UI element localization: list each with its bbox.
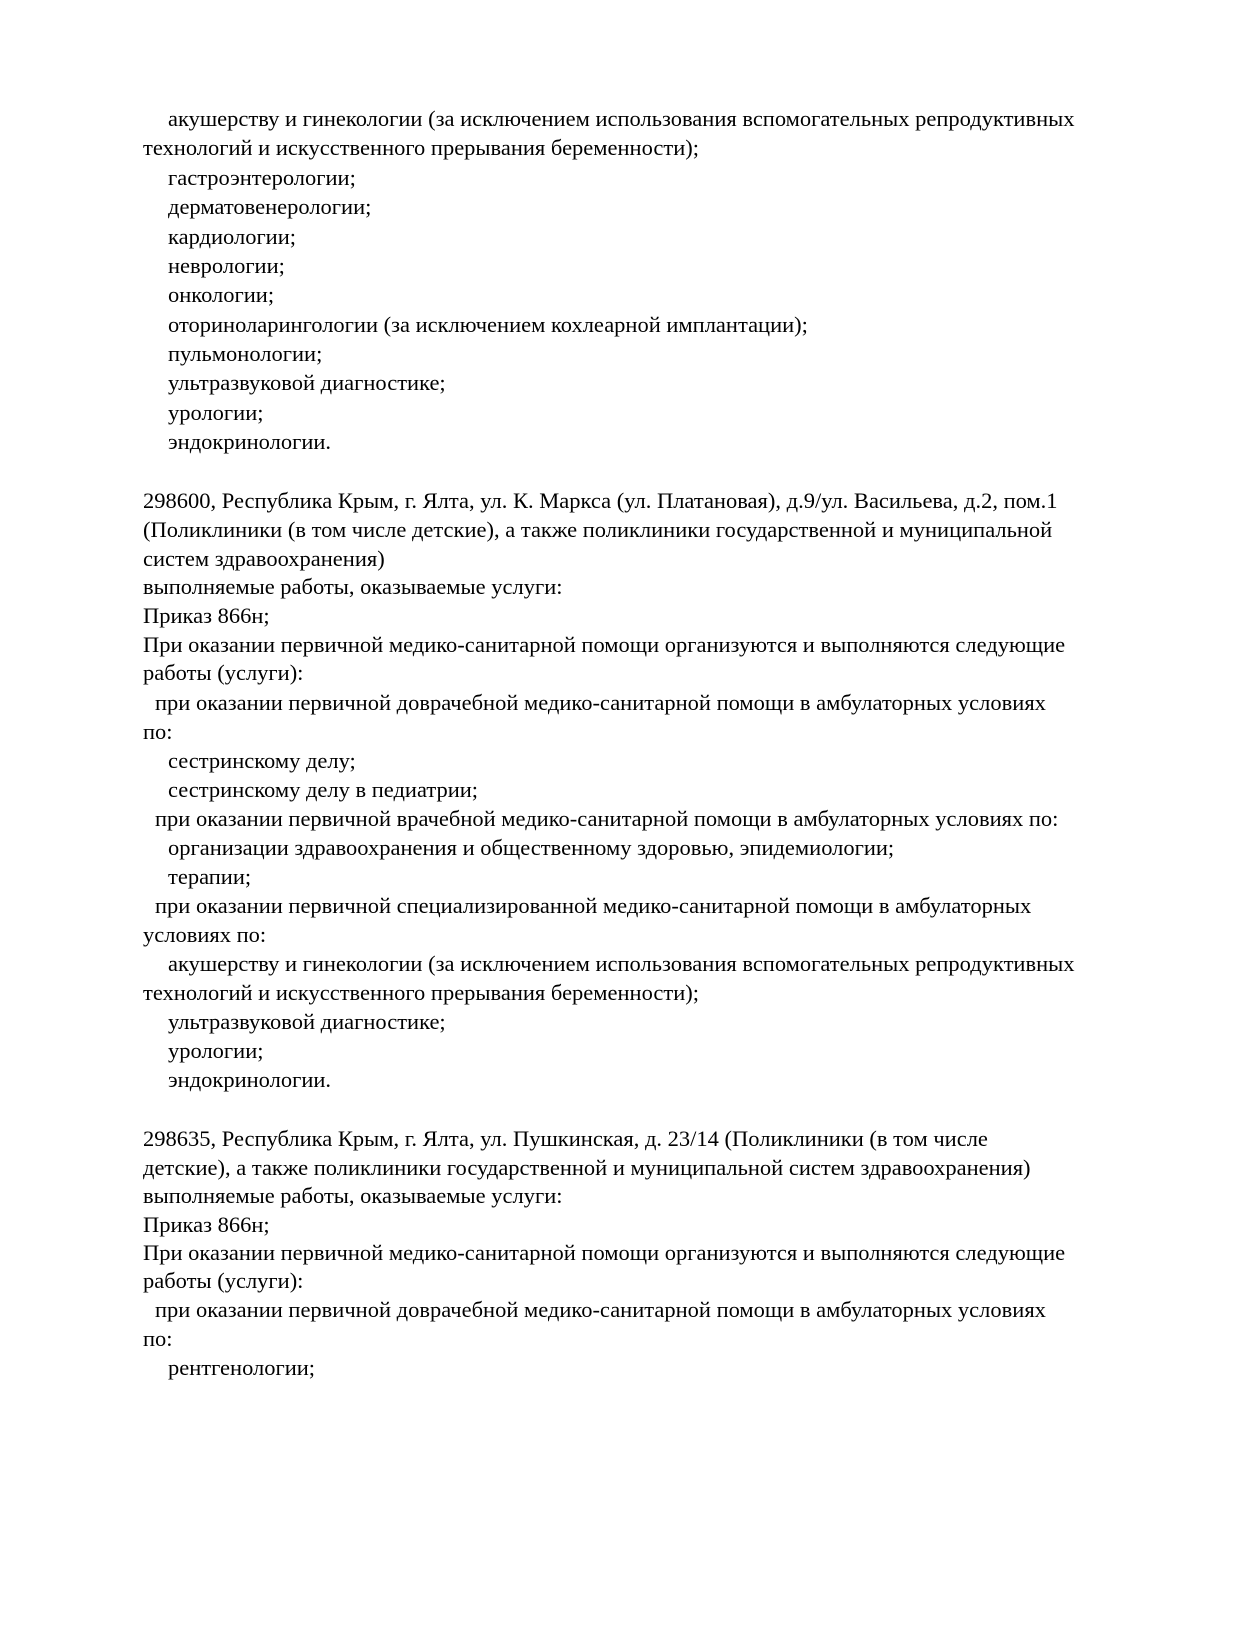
document-text-line: оториноларингологии (за исключением кохлеарной имплантации); bbox=[168, 312, 808, 337]
document-text-line: акушерству и гинекологии (за исключением использования вспомогательных репродуктивных bbox=[168, 106, 1075, 131]
document-text-line: условиях по: bbox=[143, 922, 267, 947]
document-text-line: кардиологии; bbox=[168, 224, 297, 249]
document-text-line: при оказании первичной доврачебной медико-санитарной помощи в амбулаторных условиях bbox=[155, 1297, 1046, 1322]
document-text-line: ультразвуковой диагностике; bbox=[168, 370, 446, 395]
document-text-line: организации здравоохранения и общественному здоровью, эпидемиологии; bbox=[168, 835, 895, 860]
document-text-line: по: bbox=[143, 719, 173, 744]
document-text-line: систем здравоохранения) bbox=[143, 546, 385, 571]
document-text-line: при оказании первичной специализированной медико-санитарной помощи в амбулаторных bbox=[155, 893, 1032, 918]
document-text-line: ультразвуковой диагностике; bbox=[168, 1009, 446, 1034]
document-text-line: гастроэнтерологии; bbox=[168, 165, 356, 190]
document-text-line: технологий и искусственного прерывания беременности); bbox=[143, 980, 700, 1005]
document-text-line: 298635, Республика Крым, г. Ялта, ул. Пушкинская, д. 23/14 (Поликлиники (в том числе bbox=[143, 1126, 988, 1151]
document-text-line: дерматовенерологии; bbox=[168, 194, 372, 219]
document-text-line: технологий и искусственного прерывания беременности); bbox=[143, 135, 700, 160]
document-text-line: При оказании первичной медико-санитарной помощи организуются и выполняются следующие bbox=[143, 632, 1066, 657]
document-text-line: сестринскому делу в педиатрии; bbox=[168, 777, 479, 802]
document-text-line: работы (услуги): bbox=[143, 1268, 304, 1293]
document-text-line: эндокринологии. bbox=[168, 1067, 332, 1092]
document-text-line: онкологии; bbox=[168, 282, 275, 307]
document-text-line: по: bbox=[143, 1326, 173, 1351]
document-text-line: выполняемые работы, оказываемые услуги: bbox=[143, 574, 563, 599]
document-text-line: выполняемые работы, оказываемые услуги: bbox=[143, 1183, 563, 1208]
document-text-line: при оказании первичной доврачебной медико-санитарной помощи в амбулаторных условиях bbox=[155, 690, 1046, 715]
document-text-line: терапии; bbox=[168, 864, 252, 889]
document-text-line: неврологии; bbox=[168, 253, 285, 278]
document-text-line: При оказании первичной медико-санитарной помощи организуются и выполняются следующие bbox=[143, 1240, 1066, 1265]
document-text-line: рентгенологии; bbox=[168, 1355, 316, 1380]
document-text-line: работы (услуги): bbox=[143, 660, 304, 685]
document-text-line: урологии; bbox=[168, 400, 264, 425]
document-text-line: (Поликлиники (в том числе детские), а также поликлиники государственной и муниципальной bbox=[143, 517, 1053, 542]
document-text-line: пульмонологии; bbox=[168, 341, 323, 366]
document-text-line: Приказ 866н; bbox=[143, 1212, 270, 1237]
document-text-line: детские), а также поликлиники государственной и муниципальной систем здравоохранения) bbox=[143, 1155, 1031, 1180]
document-text-line: при оказании первичной врачебной медико-санитарной помощи в амбулаторных условиях по: bbox=[155, 806, 1059, 831]
document-text-line: 298600, Республика Крым, г. Ялта, ул. К. Маркса (ул. Платановая), д.9/ул. Васильева, д.2, пом.1 bbox=[143, 488, 1058, 513]
document-text-line: урологии; bbox=[168, 1038, 264, 1063]
document-text-line: эндокринологии. bbox=[168, 429, 332, 454]
document-text-line: сестринскому делу; bbox=[168, 748, 356, 773]
document-text-line: акушерству и гинекологии (за исключением использования вспомогательных репродуктивных bbox=[168, 951, 1075, 976]
document-text-line: Приказ 866н; bbox=[143, 603, 270, 628]
